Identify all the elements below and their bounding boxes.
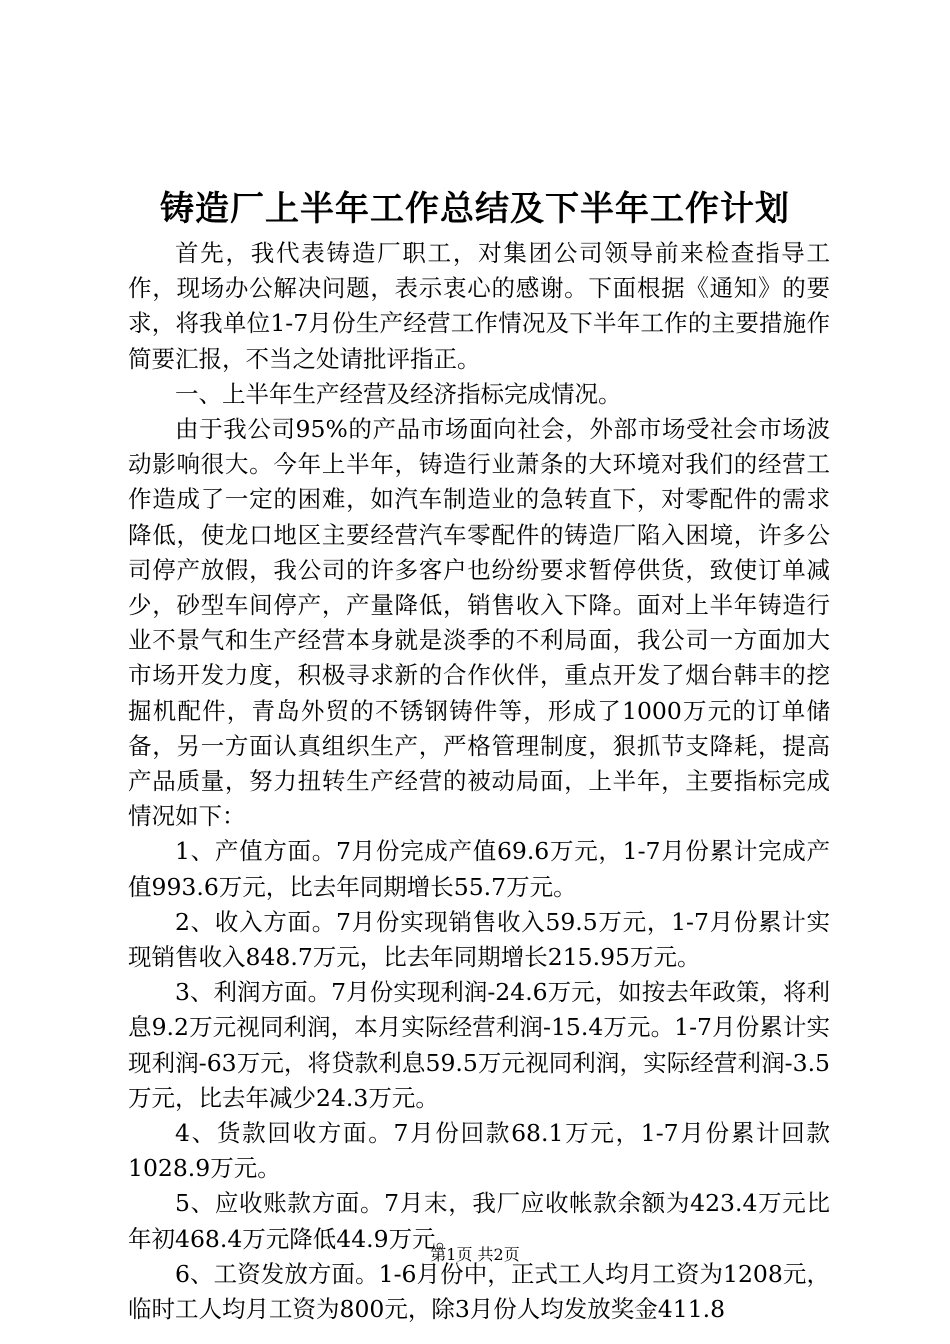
page-number-footer: 第1页 共2页 xyxy=(430,1245,520,1264)
paragraph-output-value: 1、产值方面。7月份完成产值69.6万元，1-7月份累计完成产值993.6万元，比去年同期增长55.7万元。 xyxy=(128,837,830,901)
paragraph-wages: 6、工资发放方面。1-6月份中，正式工人均月工资为1208元，临时工人均月工资为800元，除3月份人均发放奖金411.8 xyxy=(128,1259,830,1324)
paragraph-payment-collection: 4、货款回收方面。7月份回款68.1万元，1-7月份累计回款1028.9万元。 xyxy=(128,1119,830,1183)
paragraph-profit: 3、利润方面。7月份实现利润-24.6万元，如按去年政策，将利息9.2万元视同利润，本月实际经营利润-15.4万元。1-7月份累计实现利润-63万元，将贷款利息59.5万元视同利润，实际经营利润-3.5万元，比去年减少24.3万元。 xyxy=(128,978,830,1112)
paragraph-receivables: 5、应收账款方面。7月末，我厂应收帐款余额为423.4万元比年初468.4万元降低44.9万元。 xyxy=(128,1189,830,1253)
document-body xyxy=(128,236,830,1327)
paragraph-market: 由于我公司95%的产品市场面向社会，外部市场受社会市场波动影响很大。今年上半年，铸造行业萧条的大环境对我们的经营工作造成了一定的困难，如汽车制造业的急转直下，对零配件的需求降低，使龙口地区主要经营汽车零配件的铸造厂陷入困境，许多公司停产放假，我公司的许多客户也纷纷要求暂停供货，致使订单减少，砂型车间停产，产量降低，销售收入下降。面对上半年铸造行业不景气和生产经营本身就是淡季的不利局面，我公司一方面加大市场开发力度，积极寻求新的合作伙伴，重点开发了烟台韩丰的挖掘机配件，青岛外贸的不锈钢铸件等，形成了1000万元的订单储备，另一方面认真组织生产，严格管理制度，狠抓节支降耗，提高产品质量，努力扭转生产经营的被动局面，上半年，主要指标完成情况如下： xyxy=(128,415,830,831)
paragraph-revenue: 2、收入方面。7月份实现销售收入59.5万元，1-7月份累计实现销售收入848.7万元，比去年同期增长215.95万元。 xyxy=(128,907,830,972)
paragraph-intro: 首先，我代表铸造厂职工，对集团公司领导前来检查指导工作，现场办公解决问题，表示衷心的感谢。下面根据《通知》的要求，将我单位1-7月份生产经营工作情况及下半年工作的主要措施作简要汇报，不当之处请批评指正。 xyxy=(128,239,830,373)
section-heading-1: 一、上半年生产经营及经济指标完成情况。 xyxy=(175,379,622,408)
document-title: 铸造厂上半年工作总结及下半年工作计划 xyxy=(160,189,790,229)
